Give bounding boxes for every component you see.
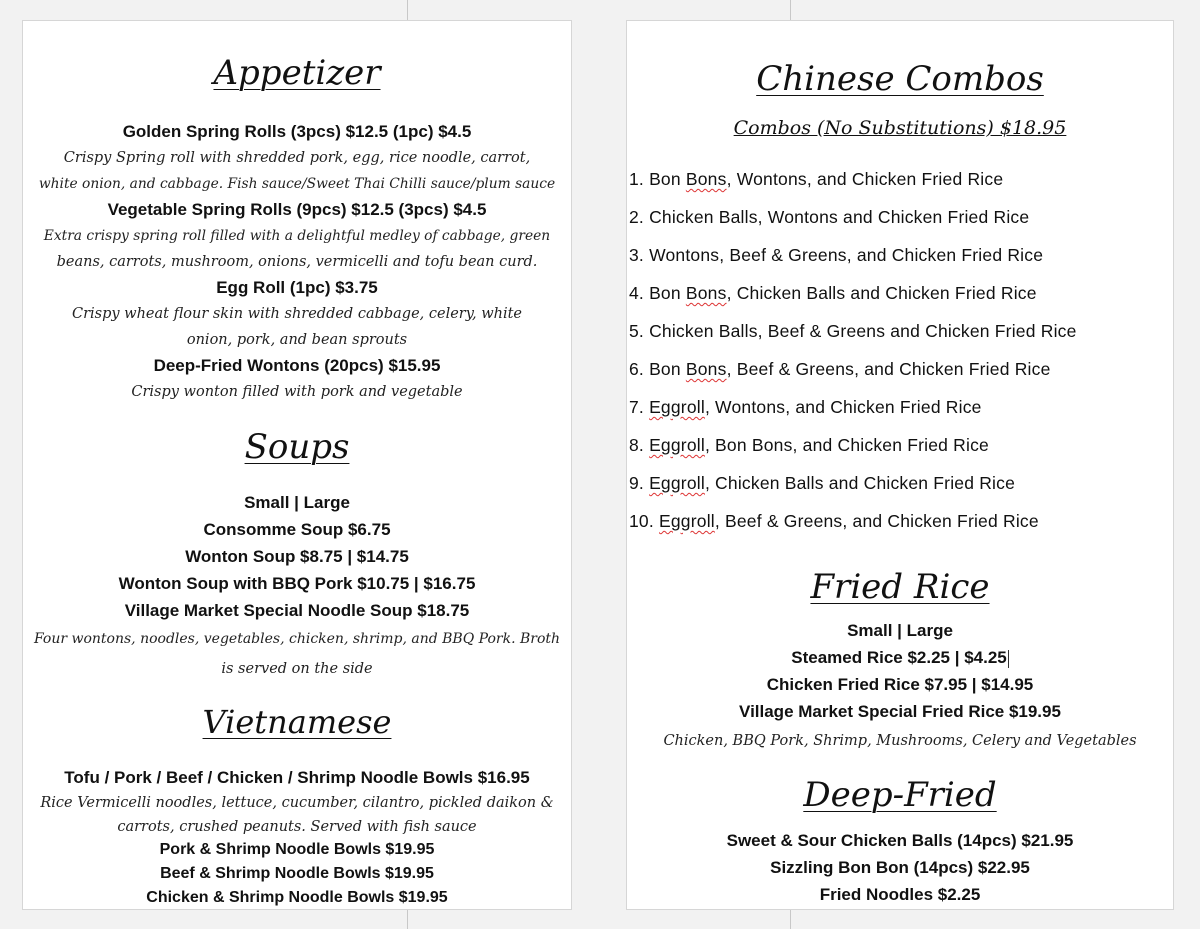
menu-item: Deep-Fried Wontons (20pcs) $15.95 bbox=[153, 356, 441, 375]
menu-item: Chicken Fried Rice $7.95 | $14.95 bbox=[766, 675, 1034, 694]
menu-item: Wonton Soup with BBQ Pork $10.75 | $16.75 bbox=[118, 574, 476, 593]
combo-text: Bons bbox=[685, 283, 727, 303]
combo-number: 7. bbox=[629, 397, 650, 417]
combo-number: 9. bbox=[629, 473, 650, 493]
size-header: Small | Large bbox=[244, 493, 350, 512]
combo-text: , Chicken Balls and Chicken Fried Rice bbox=[726, 283, 1037, 303]
item-description: white onion, and cabbage. Fish sauce/Sweet Thai Chilli sauce/plum sauce bbox=[38, 176, 556, 192]
item-description: Crispy wonton filled with pork and vegetable bbox=[131, 384, 463, 400]
grid-line bbox=[790, 910, 791, 929]
combo-item bbox=[629, 160, 1173, 198]
menu-item: Beef & Shrimp Noodle Bowls $19.95 bbox=[160, 865, 434, 882]
size-header: Small | Large bbox=[847, 621, 953, 640]
combo-text: Bons bbox=[685, 169, 727, 189]
combo-text: , Wontons, and Chicken Fried Rice bbox=[726, 169, 1004, 189]
combo-text: Bon bbox=[649, 283, 686, 303]
menu-item: Egg Roll (1pc) $3.75 bbox=[216, 278, 378, 297]
section-title-appetizer: Appetizer bbox=[213, 53, 381, 93]
menu-item: Village Market Special Noodle Soup $18.75 bbox=[124, 601, 470, 620]
menu-item: Sizzling Bon Bon (14pcs) $22.95 bbox=[770, 858, 1030, 877]
combo-text: Wontons, Beef & Greens, and Chicken Fried Rice bbox=[649, 245, 1044, 265]
combo-number: 5. bbox=[629, 321, 650, 341]
menu-item: Golden Spring Rolls (3pcs) $12.5 (1pc) $4.5 bbox=[122, 122, 472, 141]
combo-text: Eggroll bbox=[649, 397, 705, 417]
item-description: carrots, crushed peanuts. Served with fish sauce bbox=[117, 819, 477, 835]
combo-list bbox=[629, 160, 1173, 540]
grid-line bbox=[407, 0, 408, 20]
section-title-deep-fried: Deep-Fried bbox=[803, 775, 997, 815]
combo-text: , Bon Bons, and Chicken Fried Rice bbox=[704, 435, 989, 455]
combo-text: Eggroll bbox=[659, 511, 715, 531]
menu-item: Consomme Soup $6.75 bbox=[203, 520, 391, 539]
combo-number: 6. bbox=[629, 359, 650, 379]
item-description: Crispy Spring roll with shredded pork, egg, rice noodle, carrot, bbox=[63, 150, 531, 166]
menu-item bbox=[627, 644, 1173, 671]
combo-item bbox=[629, 350, 1173, 388]
grid-line bbox=[407, 910, 408, 929]
section-title-chinese-combos: Chinese Combos bbox=[756, 59, 1044, 99]
combo-text: , Beef & Greens, and Chicken Fried Rice bbox=[714, 511, 1039, 531]
combo-item bbox=[629, 274, 1173, 312]
item-description: Chicken, BBQ Pork, Shrimp, Mushrooms, Celery and Vegetables bbox=[663, 733, 1137, 749]
combo-text: , Wontons, and Chicken Fried Rice bbox=[704, 397, 982, 417]
text-cursor bbox=[1008, 650, 1009, 668]
combo-number: 3. bbox=[629, 245, 650, 265]
combo-item bbox=[629, 312, 1173, 350]
combo-number: 10. bbox=[629, 511, 659, 531]
section-title-soups: Soups bbox=[244, 427, 350, 467]
menu-item: Fried Noodles $2.25 bbox=[819, 885, 981, 904]
combo-text: , Beef & Greens, and Chicken Fried Rice bbox=[726, 359, 1051, 379]
menu-item-text: Steamed Rice $2.25 | $4.25 bbox=[791, 648, 1007, 667]
combo-item bbox=[629, 236, 1173, 274]
section-title-fried-rice: Fried Rice bbox=[810, 567, 990, 607]
menu-item: Sweet & Sour Chicken Balls (14pcs) $21.95 bbox=[726, 831, 1074, 850]
combo-text: Eggroll bbox=[649, 473, 705, 493]
menu-item: Wonton Soup $8.75 | $14.75 bbox=[185, 547, 409, 566]
combo-text: Bon bbox=[649, 359, 686, 379]
combo-item bbox=[629, 388, 1173, 426]
combo-item bbox=[629, 464, 1173, 502]
section-title-vietnamese: Vietnamese bbox=[202, 703, 392, 741]
item-description: Extra crispy spring roll filled with a delightful medley of cabbage, green bbox=[43, 228, 551, 244]
item-description: Four wontons, noodles, vegetables, chicken, shrimp, and BBQ Pork. Broth bbox=[33, 631, 561, 647]
combo-text: , Chicken Balls and Chicken Fried Rice bbox=[704, 473, 1016, 493]
menu-item: Vegetable Spring Rolls (9pcs) $12.5 (3pcs) $4.5 bbox=[107, 200, 487, 219]
item-description: Rice Vermicelli noodles, lettuce, cucumber, cilantro, pickled daikon & bbox=[40, 795, 554, 811]
combo-number: 4. bbox=[629, 283, 650, 303]
combo-item bbox=[629, 426, 1173, 464]
combo-text: Eggroll bbox=[649, 435, 705, 455]
combo-item bbox=[629, 502, 1173, 540]
item-description: beans, carrots, mushroom, onions, vermicelli and tofu bean curd. bbox=[56, 254, 538, 270]
grid-line bbox=[790, 0, 791, 20]
menu-item: Tofu / Pork / Beef / Chicken / Shrimp Noodle Bowls $16.95 bbox=[64, 768, 530, 787]
menu-item: Village Market Special Fried Rice $19.95 bbox=[739, 702, 1061, 721]
combo-text: Bon bbox=[649, 169, 686, 189]
menu-page-left bbox=[22, 20, 572, 910]
combo-text: Bons bbox=[685, 359, 727, 379]
combo-text: Chicken Balls, Wontons and Chicken Fried Rice bbox=[649, 207, 1030, 227]
combos-subtitle: Combos (No Substitutions) $18.95 bbox=[733, 117, 1067, 139]
menu-page-right bbox=[626, 20, 1174, 910]
combo-number: 8. bbox=[629, 435, 650, 455]
combo-text: Chicken Balls, Beef & Greens and Chicken Fried Rice bbox=[649, 321, 1077, 341]
combo-item bbox=[629, 198, 1173, 236]
combo-number: 2. bbox=[629, 207, 650, 227]
item-description: is served on the side bbox=[221, 661, 373, 677]
menu-item: Chicken & Shrimp Noodle Bowls $19.95 bbox=[146, 889, 448, 906]
menu-item: Pork & Shrimp Noodle Bowls $19.95 bbox=[159, 841, 435, 858]
item-description: Crispy wheat flour skin with shredded cabbage, celery, white bbox=[71, 306, 523, 322]
combo-number: 1. bbox=[629, 169, 650, 189]
item-description: onion, pork, and bean sprouts bbox=[186, 332, 408, 348]
